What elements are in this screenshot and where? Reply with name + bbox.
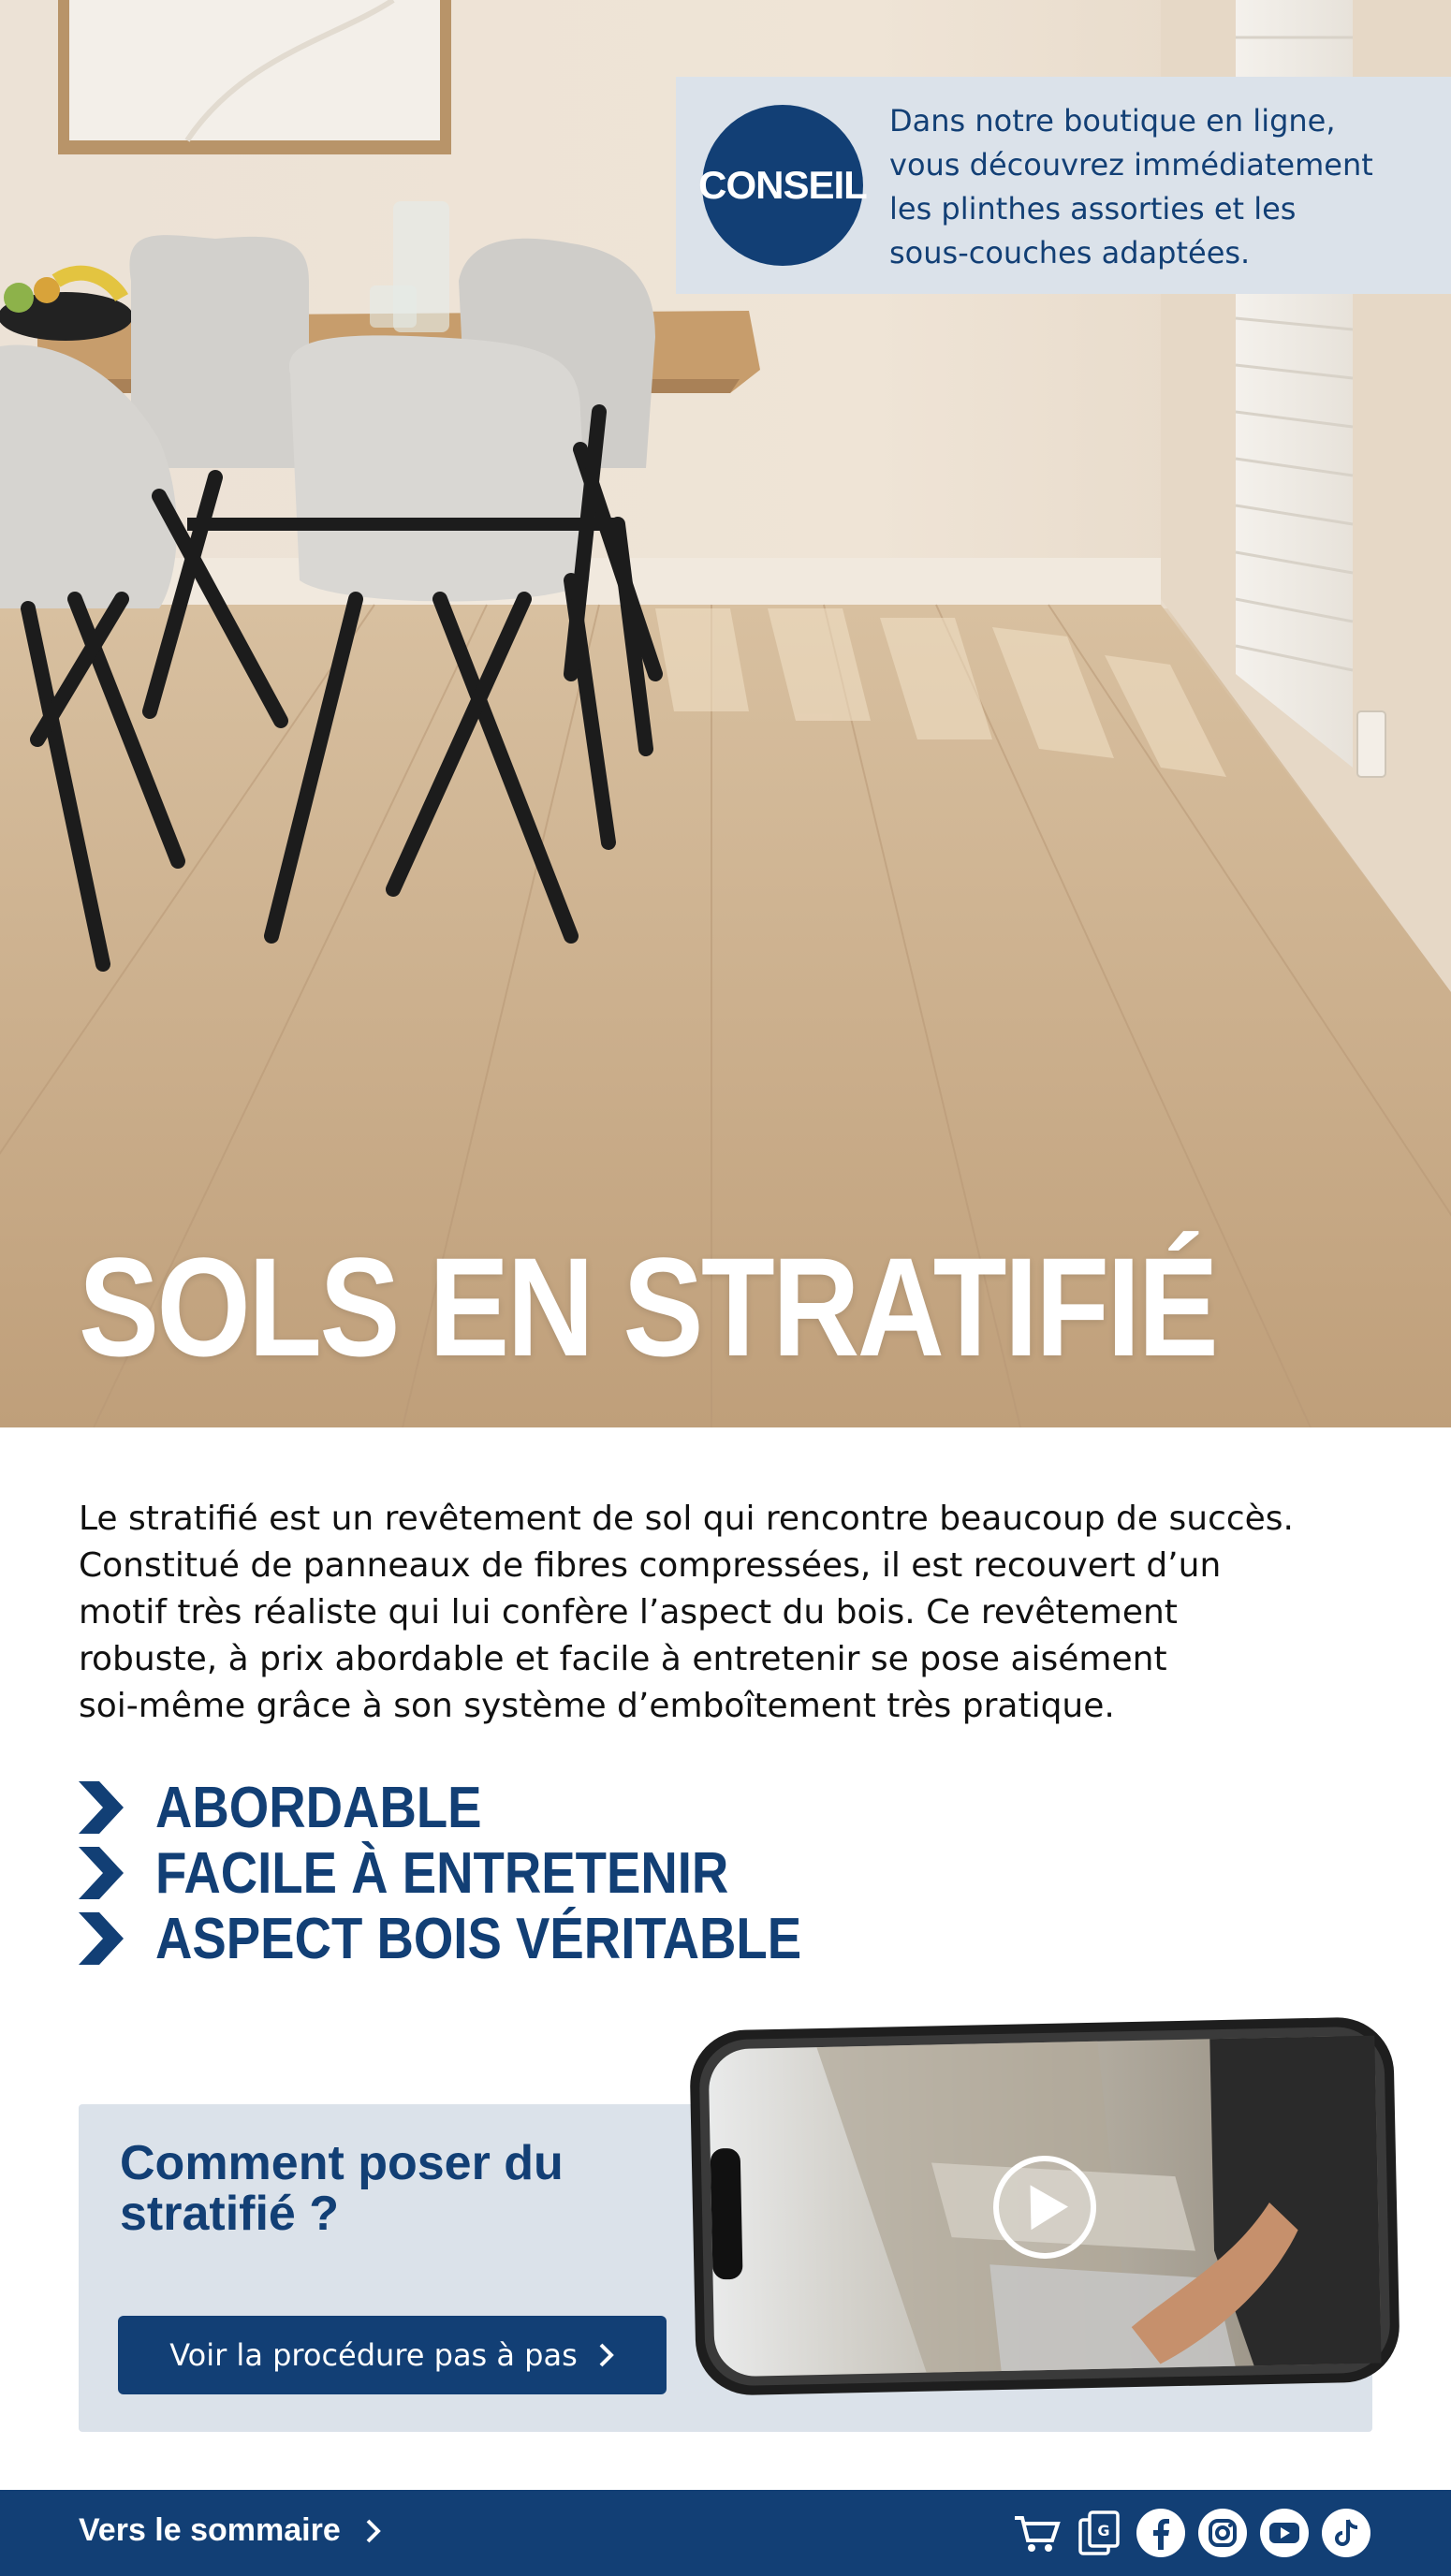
conseil-line: sous-couches adaptées. <box>889 235 1251 271</box>
chevron-right-icon <box>79 1912 124 1965</box>
feature-list <box>79 1775 889 1971</box>
instagram-icon[interactable] <box>1196 2507 1249 2559</box>
table-of-contents-label: Vers le sommaire <box>79 2512 341 2548</box>
footer-bar <box>0 2490 1451 2576</box>
intro-line: Le stratifié est un revêtement de sol qui rencontre beaucoup de succès. <box>79 1500 1295 1538</box>
intro-paragraph <box>79 1496 1389 1730</box>
feature-label: FACILE À ENTRETENIR <box>155 1840 729 1906</box>
table-of-contents-link[interactable] <box>79 2512 382 2549</box>
conseil-badge: CONSEIL <box>702 105 863 266</box>
howto-title <box>120 2138 700 2239</box>
video-phone-mockup[interactable] <box>685 2012 1404 2400</box>
intro-line: robuste, à prix abordable et facile à entretenir se pose aisément <box>79 1640 1167 1678</box>
video-thumbnail <box>685 2012 1404 2400</box>
feature-label: ABORDABLE <box>155 1775 482 1840</box>
chevron-right-icon <box>365 2518 382 2544</box>
howto-title-line: stratifié ? <box>120 2187 340 2241</box>
tiktok-icon[interactable] <box>1320 2507 1372 2559</box>
conseil-line: vous découvrez immédiatement <box>889 147 1373 183</box>
chevron-right-icon <box>79 1847 124 1899</box>
intro-line: motif très réaliste qui lui confère l’aspect du bois. Ce revêtement <box>79 1593 1178 1632</box>
conseil-line: Dans notre boutique en ligne, <box>889 103 1336 139</box>
intro-line: Constitué de panneaux de fibres compressées, il est recouvert d’un <box>79 1546 1222 1585</box>
intro-line: soi-même grâce à son système d’emboîtement très pratique. <box>79 1687 1115 1725</box>
conseil-text <box>889 99 1432 275</box>
chevron-right-icon <box>598 2342 615 2368</box>
facebook-icon[interactable] <box>1135 2507 1187 2559</box>
feature-item <box>79 1775 889 1840</box>
footer-icons <box>1011 2507 1372 2559</box>
feature-item <box>79 1840 889 1906</box>
view-procedure-button[interactable] <box>118 2316 667 2394</box>
feature-item <box>79 1906 889 1971</box>
youtube-icon[interactable] <box>1258 2507 1311 2559</box>
conseil-tip-box <box>676 77 1451 294</box>
howto-title-line: Comment poser du <box>120 2136 564 2190</box>
cart-icon[interactable] <box>1011 2507 1063 2559</box>
view-procedure-label: Voir la procédure pas à pas <box>169 2337 578 2373</box>
page-title: SOLS EN STRATIFIÉ <box>79 1228 1217 1385</box>
chevron-right-icon <box>79 1781 124 1834</box>
conseil-line: les plinthes assorties et les <box>889 191 1297 227</box>
feature-label: ASPECT BOIS VÉRITABLE <box>155 1906 802 1971</box>
gift-card-icon[interactable] <box>1073 2507 1125 2559</box>
svg-text:G: G <box>1097 2522 1110 2539</box>
